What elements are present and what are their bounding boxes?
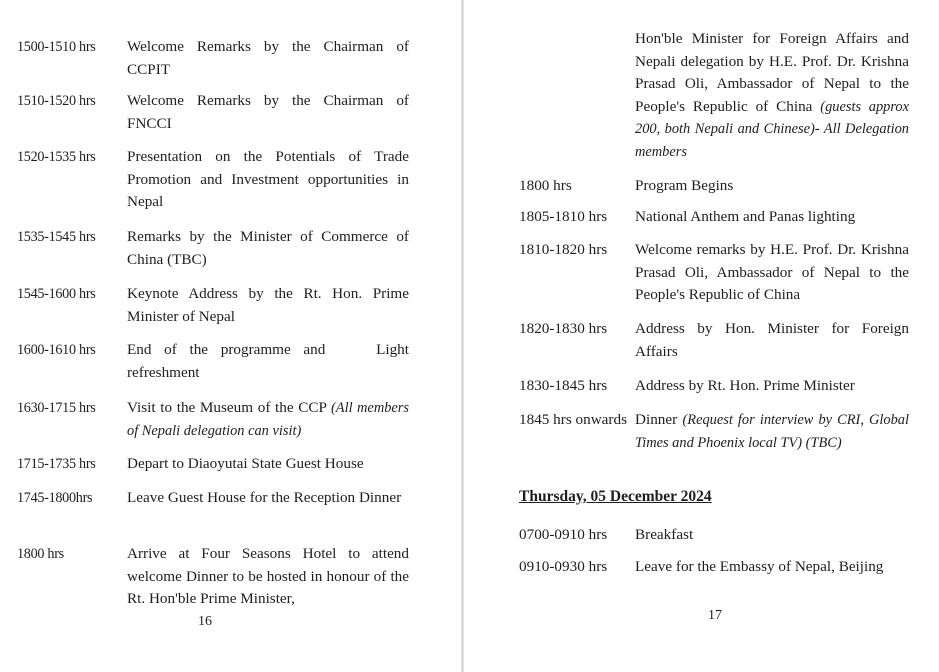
time-slot: 1810-1820 hrs [519, 241, 608, 258]
time-slot: 1510-1520 hrs [17, 93, 96, 109]
time-slot: 0910-0930 hrs [519, 558, 608, 575]
activity-description: Address by Hon. Minister for Foreign Affairs [635, 320, 909, 360]
activity-note: (Request for interview by CRI, Global Times and Phoenix local TV) (TBC) [635, 412, 909, 451]
activity-description: Breakfast [635, 526, 694, 543]
time-slot: 1800 hrs [519, 177, 572, 194]
activity-description: Leave for the Embassy of Nepal, Beijing [635, 558, 884, 575]
time-slot: 1535-1545 hrs [17, 229, 96, 245]
time-slot: 1805-1810 hrs [519, 208, 608, 225]
time-slot: 1520-1535 hrs [17, 149, 96, 165]
time-slot: 1600-1610 hrs [17, 342, 96, 358]
page-number: 16 [198, 614, 212, 629]
activity-description: Keynote Address by the Rt. Hon. Prime Minister of Nepal [127, 285, 409, 325]
activity-description: Welcome remarks by H.E. Prof. Dr. Krishna Prasad Oli, Ambassador of Nepal to the People's Republic of China [635, 241, 909, 303]
activity-description: Leave Guest House for the Reception Dinner [127, 489, 402, 506]
activity-description: Welcome Remarks by the Chairman of FNCCI [127, 92, 409, 132]
activity-description: National Anthem and Panas lighting [635, 208, 856, 225]
activity-description: Address by Rt. Hon. Prime Minister [635, 377, 855, 394]
activity-description: Presentation on the Potentials of Trade Promotion and Investment opportunities in Nepal [127, 148, 409, 210]
activity-note: (All members of Nepali delegation can visit) [127, 400, 409, 439]
activity-text: Visit to the Museum of the CCP [127, 399, 332, 416]
activity-description [635, 28, 909, 163]
activity-description: Depart to Diaoyutai State Guest House [127, 455, 364, 472]
activity-description [127, 397, 409, 442]
activity-text: Dinner [635, 411, 683, 428]
time-slot: 1800 hrs [17, 546, 64, 562]
activity-text: Hon'ble Minister for Foreign Affairs and Nepali delegation by H.E. Prof. Dr. Krishna Prasad Oli, Ambassador of Nepal to the People's Republic of China [635, 30, 909, 115]
time-slot: 1500-1510 hrs [17, 39, 96, 55]
activity-note: (guests approx 200, both Nepali and Chinese)- All Delegation members [635, 98, 909, 160]
time-slot: 0700-0910 hrs [519, 526, 608, 543]
page-number: 17 [708, 608, 722, 623]
activity-description [519, 409, 909, 454]
activity-description: End of the programme and Light refreshment [127, 341, 413, 381]
time-slot: 1820-1830 hrs [519, 320, 608, 337]
time-slot: 1545-1600 hrs [17, 286, 96, 302]
page-16 [0, 0, 462, 672]
time-slot: 1845 hrs onwards [519, 411, 627, 428]
time-slot: 1630-1715 hrs [17, 400, 96, 416]
day-heading: Thursday, 05 December 2024 [519, 488, 712, 505]
time-slot: 1830-1845 hrs [519, 377, 608, 394]
time-slot: 1715-1735 hrs [17, 456, 96, 472]
activity-description: Welcome Remarks by the Chairman of CCPIT [127, 38, 409, 78]
page-17 [463, 0, 939, 672]
activity-description: Program Begins [635, 177, 734, 194]
activity-description: Arrive at Four Seasons Hotel to attend welcome Dinner to be hosted in honour of the Rt. Hon'ble Prime Minister, [127, 545, 409, 607]
activity-description: Remarks by the Minister of Commerce of China (TBC) [127, 228, 409, 268]
time-slot: 1745-1800hrs [17, 490, 93, 506]
